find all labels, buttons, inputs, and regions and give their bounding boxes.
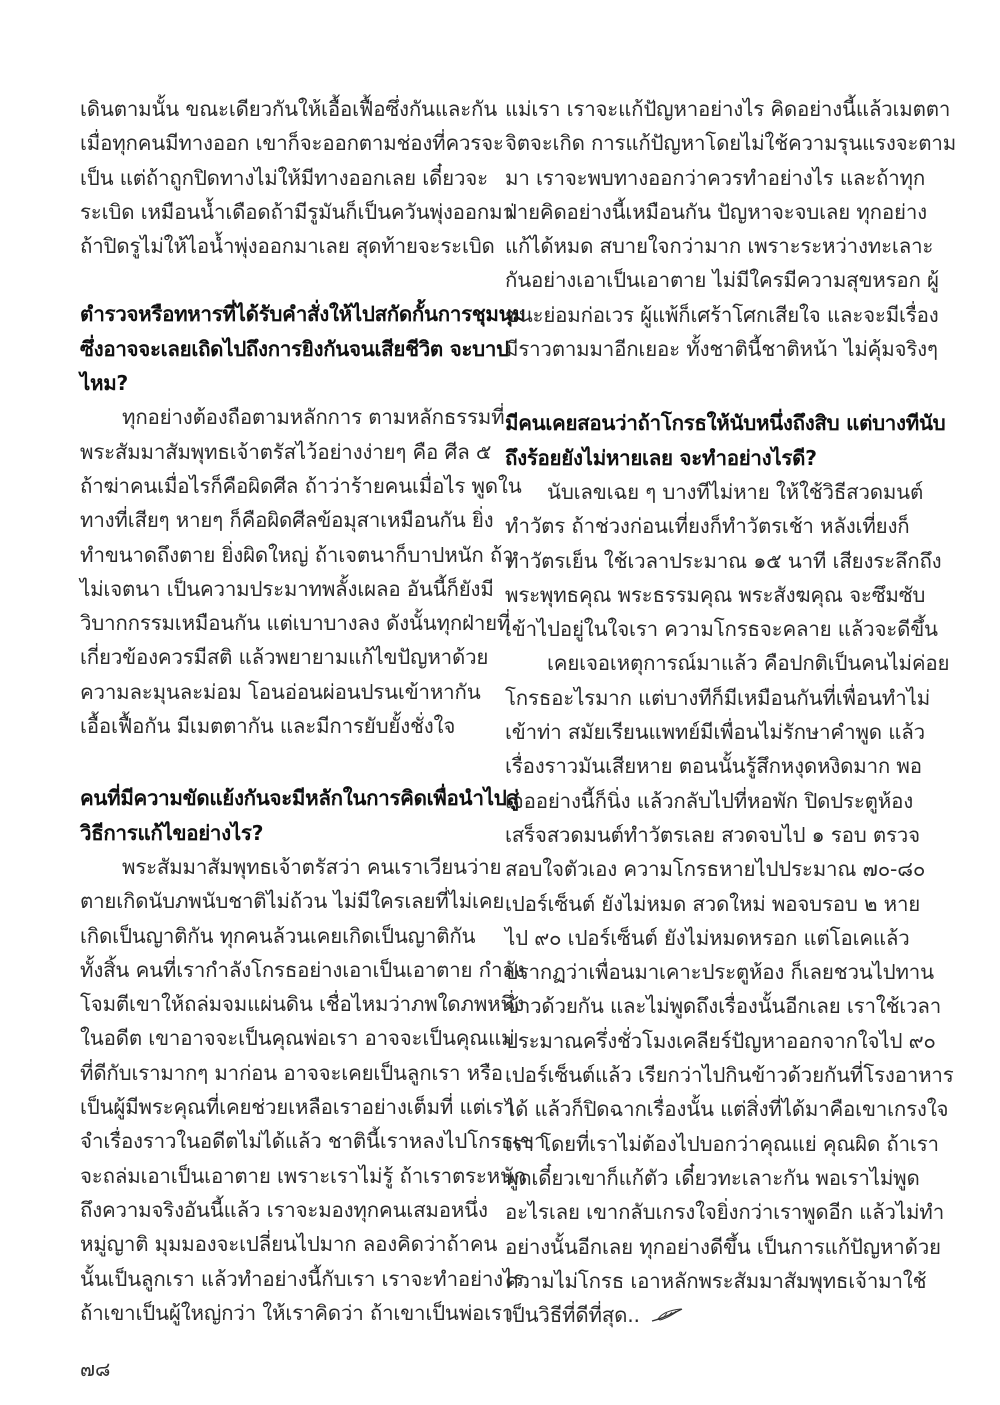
left-paragraph-2: [80, 400, 522, 743]
last-text-line: [505, 1298, 897, 1332]
text-line: เคยเจอเหตุการณ์มาแล้ว คือปกติเป็นคนไม่ค่อย: [547, 651, 950, 676]
heading-line: ซึ่งอาจจะเลยเถิดไปถึงการยิงกันจนเสียชีวิต จะบาป: [80, 336, 509, 361]
heading-line: มีคนเคยสอนว่าถ้าโกรธให้นับหนึ่งถึงสิบ แต่บางทีนับ: [505, 411, 946, 436]
text-line: ได้ แล้วก็ปิดฉากเรื่องนั้น แต่สิ่งที่ได้มาคือเขาเกรงใจ: [505, 1097, 949, 1122]
text-line: โกรธอะไรมาก แต่บางทีก็มีเหมือนกันที่เพื่อนทำไม่: [505, 685, 931, 710]
text-line: เปอร์เซ็นต์แล้ว เรียกว่าไปกินข้าวด้วยกันที่โรงอาหาร: [505, 1063, 954, 1088]
text-line: เป็น แต่ถ้าถูกปิดทางไม่ให้มีทางออกเลย เดี๋ยวจะ: [80, 165, 488, 190]
text-line: มา เราจะพบทางออกว่าควรทำอย่างไร และถ้าทุก: [505, 165, 926, 190]
right-paragraph-2: [505, 475, 942, 646]
right-paragraph-1: [505, 92, 957, 366]
heading-line: ตำรวจหรือทหารที่ได้รับคำสั่งให้ไปสกัดกั้นการชุมนุม: [80, 302, 526, 327]
text-line: อย่างนั้นอีกเลย ทุกอย่างดีขึ้น เป็นการแก้ปัญหาด้วย: [505, 1234, 941, 1259]
spacer: [80, 263, 477, 297]
text-line: วิบากกรรมเหมือนกัน แต่เบาบางลง ดังนั้นทุกฝ่ายที่: [80, 611, 511, 636]
text-line: จำเรื่องราวในอดีตไม่ได้แล้ว ชาตินี้เราหลงไปโกรธเขา: [80, 1129, 546, 1154]
question-heading-anger: [505, 406, 946, 475]
text-line: เกี่ยวข้องควรมีสติ แล้วพยายามแก้ไขปัญหาด้วย: [80, 645, 489, 670]
text-line: ถึงความจริงอันนี้แล้ว เราจะมองทุกคนเสมอหนึ่ง: [80, 1197, 488, 1222]
text-line: ถ้าฆ่าคนเมื่อไรก็คือผิดศีล ถ้าว่าร้ายคนเมื่อไร พูดใน: [80, 473, 522, 498]
text-line: เข้าท่า สมัยเรียนแพทย์มีเพื่อนไม่รักษาคำพูด แล้ว: [505, 720, 925, 745]
text-line: ไม่เจตนา เป็นความประมาทพลั้งเผลอ อันนี้ก็ยังมี: [80, 576, 494, 601]
text-line: พระพุทธคุณ พระธรรมคุณ พระสังฆคุณ จะซึมซับ: [505, 582, 926, 607]
text-line: มีราวตามมาอีกเยอะ ทั้งชาตินี้ชาติหน้า ไม่คุ้มจริงๆ: [505, 337, 938, 362]
text-line: ทุกอย่างต้องถือตามหลักการ ตามหลักธรรมที่: [122, 405, 505, 430]
text-line: โจมตีเขาให้ถล่มจมแผ่นดิน เชื่อไหมว่าภพใดภพหนึ่ง: [80, 992, 525, 1017]
text-line: แก้ได้หมด สบายใจกว่ามาก เพราะระหว่างทะเลาะ: [505, 234, 934, 259]
text-line: สอบใจตัวเอง ความโกรธหายไปประมาณ ๗๐-๘๐: [505, 857, 926, 882]
text-line: เรา โดยที่เราไม่ต้องไปบอกว่าคุณแย่ คุณผิด ถ้าเรา: [505, 1131, 939, 1156]
text-line: ทำขนาดถึงตาย ยิ่งผิดใหญ่ ถ้าเจตนาก็บาปหนัก ถ้า: [80, 542, 514, 567]
left-paragraph-1: [80, 92, 514, 263]
text-line: หมู่ญาติ มุมมองจะเปลี่ยนไปมาก ลองคิดว่าถ้าคน: [80, 1232, 498, 1257]
text-line: ทางที่เสียๆ หายๆ ก็คือผิดศีลข้อมุสาเหมือนกัน ยิ่ง: [80, 508, 494, 533]
heading-line: ไหม?: [80, 371, 129, 396]
text-line: ทั้งสิ้น คนที่เรากำลังโกรธอย่างเอาเป็นเอาตาย กำลัง: [80, 957, 525, 982]
heading-line: คนที่มีความขัดแย้งกันจะมีหลักในการคิดเพื่อนำไปสู่: [80, 786, 519, 811]
text-line: จิตจะเกิด การแก้ปัญหาโดยไม่ใช้ความรุนแรงจะตาม: [505, 131, 957, 156]
text-line: เกิดเป็นญาติกัน ทุกคนล้วนเคยเกิดเป็นญาติกัน: [80, 923, 476, 948]
left-paragraph-3: [80, 850, 546, 1330]
text-line: ทำวัตร ถ้าช่วงก่อนเที่ยงก็ทำวัตรเช้า หลังเที่ยงก็: [505, 514, 910, 539]
text-line: นั้นเป็นลูกเรา แล้วทำอย่างนี้กับเรา เราจะทำอย่างไร: [80, 1266, 524, 1291]
text-line: ที่ดีกับเรามากๆ มาก่อน อาจจะเคยเป็นลูกเรา หรือ: [80, 1060, 503, 1085]
text-line: เจออย่างนี้ก็นิ่ง แล้วกลับไปที่หอพัก ปิดประตูห้อง: [505, 788, 914, 813]
text-line: เมื่อทุกคนมีทางออก เขาก็จะออกตามช่องที่ควรจะ: [80, 131, 504, 156]
text-line: นับเลขเฉย ๆ บางทีไม่หาย ให้ใช้วิธีสวดมนต์: [547, 479, 924, 504]
text-line: ถ้าปิดรูไม่ให้ไอน้ำพุ่งออกมาเลย สุดท้ายจะระเบิด: [80, 234, 495, 259]
text-line: ชนะย่อมก่อเวร ผู้แพ้ก็เศร้าโศกเสียใจ และจะมีเรื่อง: [505, 302, 939, 327]
text-line: ความละมุนละม่อม โอนอ่อนผ่อนปรนเข้าหากัน: [80, 679, 481, 704]
text-line: แม่เรา เราจะแก้ปัญหาอย่างไร คิดอย่างนี้แล้วเมตตา: [505, 97, 951, 121]
text-line: พระสัมมาสัมพุทธเจ้าตรัสว่า คนเราเวียนว่าย: [122, 854, 502, 879]
right-paragraph-3: [505, 646, 954, 1332]
question-heading-conflict: [80, 781, 519, 850]
text-line: ตายเกิดนับภพนับชาติไม่ถ้วน ไม่มีใครเลยที่ไม่เคย: [80, 889, 505, 914]
right-column: [505, 92, 957, 1332]
closing-text: เป็นวิธีที่ดีที่สุด..: [505, 1303, 640, 1328]
heading-line: ถึงร้อยยังไม่หายเลย จะทำอย่างไรดี?: [505, 445, 817, 470]
text-line: ข้าวด้วยกัน และไม่พูดถึงเรื่องนั้นอีกเลย เราใช้เวลา: [505, 994, 942, 1019]
text-line: พระสัมมาสัมพุทธเจ้าตรัสไว้อย่างง่ายๆ คือ ศีล ๕: [80, 439, 492, 464]
text-line: เดินตามนั้น ขณะเดียวกันให้เอื้อเฟื้อซึ่งกันและกัน: [80, 97, 498, 121]
text-line: ไป ๙๐ เปอร์เซ็นต์ ยังไม่หมดหรอก แต่โอเคแล้ว: [505, 925, 910, 950]
text-line: ฝ่ายคิดอย่างนี้เหมือนกัน ปัญหาจะจบเลย ทุกอย่าง: [505, 199, 927, 224]
spacer: [80, 743, 477, 781]
text-line: ปรากฏว่าเพื่อนมาเคาะประตูห้อง ก็เลยชวนไปทาน: [505, 960, 934, 985]
text-line: เปอร์เซ็นต์ ยังไม่หมด สวดใหม่ พอจบรอบ ๒ หาย: [505, 891, 921, 916]
text-line: เอื้อเฟื้อกัน มีเมตตากัน และมีการยับยั้งชั่งใจ: [80, 714, 456, 739]
text-line: เสร็จสวดมนต์ทำวัตรเลย สวดจบไป ๑ รอบ ตรวจ: [505, 822, 920, 847]
spacer: [505, 366, 897, 406]
text-line: ในอดีต เขาอาจจะเป็นคุณพ่อเรา อาจจะเป็นคุณแม่: [80, 1026, 515, 1051]
text-line: ความไม่โกรธ เอาหลักพระสัมมาสัมพุทธเจ้ามาใช้: [505, 1268, 927, 1293]
feather-quill-icon: [650, 1299, 684, 1333]
text-line: ระเบิด เหมือนน้ำเดือดถ้ามีรูมันก็เป็นควันพุ่งออกมา: [80, 199, 514, 224]
page-number: ๗๘: [80, 1357, 111, 1381]
heading-line: วิธีการแก้ไขอย่างไร?: [80, 820, 264, 845]
text-line: ถ้าเขาเป็นผู้ใหญ่กว่า ให้เราคิดว่า ถ้าเขาเป็นพ่อเรา: [80, 1300, 514, 1325]
text-line: พูดเดี๋ยวเขาก็แก้ตัว เดี๋ยวทะเลาะกัน พอเราไม่พูด: [505, 1165, 920, 1190]
left-column: [80, 92, 546, 1330]
text-line: ประมาณครึ่งชั่วโมงเคลียร์ปัญหาออกจากใจไป ๙๐: [505, 1028, 936, 1053]
text-line: เป็นผู้มีพระคุณที่เคยช่วยเหลือเราอย่างเต็มที่ แต่เรา: [80, 1095, 515, 1120]
text-line: เข้าไปอยู่ในใจเรา ความโกรธจะคลาย แล้วจะดีขึ้น: [505, 617, 938, 642]
text-line: อะไรเลย เขากลับเกรงใจยิ่งกว่าเราพูดอีก แล้วไม่ทำ: [505, 1200, 945, 1225]
text-line: ทำวัตรเย็น ใช้เวลาประมาณ ๑๕ นาที เสียงระลึกถึง: [505, 548, 942, 573]
text-line: กันอย่างเอาเป็นเอาตาย ไม่มีใครมีความสุขหรอก ผู้: [505, 268, 939, 293]
text-line: เรื่องราวมันเสียหาย ตอนนั้นรู้สึกหงุดหงิดมาก พอ: [505, 754, 922, 779]
text-line: จะถล่มเอาเป็นเอาตาย เพราะเราไม่รู้ ถ้าเราตระหนัก: [80, 1163, 527, 1188]
question-heading-police: [80, 297, 526, 400]
